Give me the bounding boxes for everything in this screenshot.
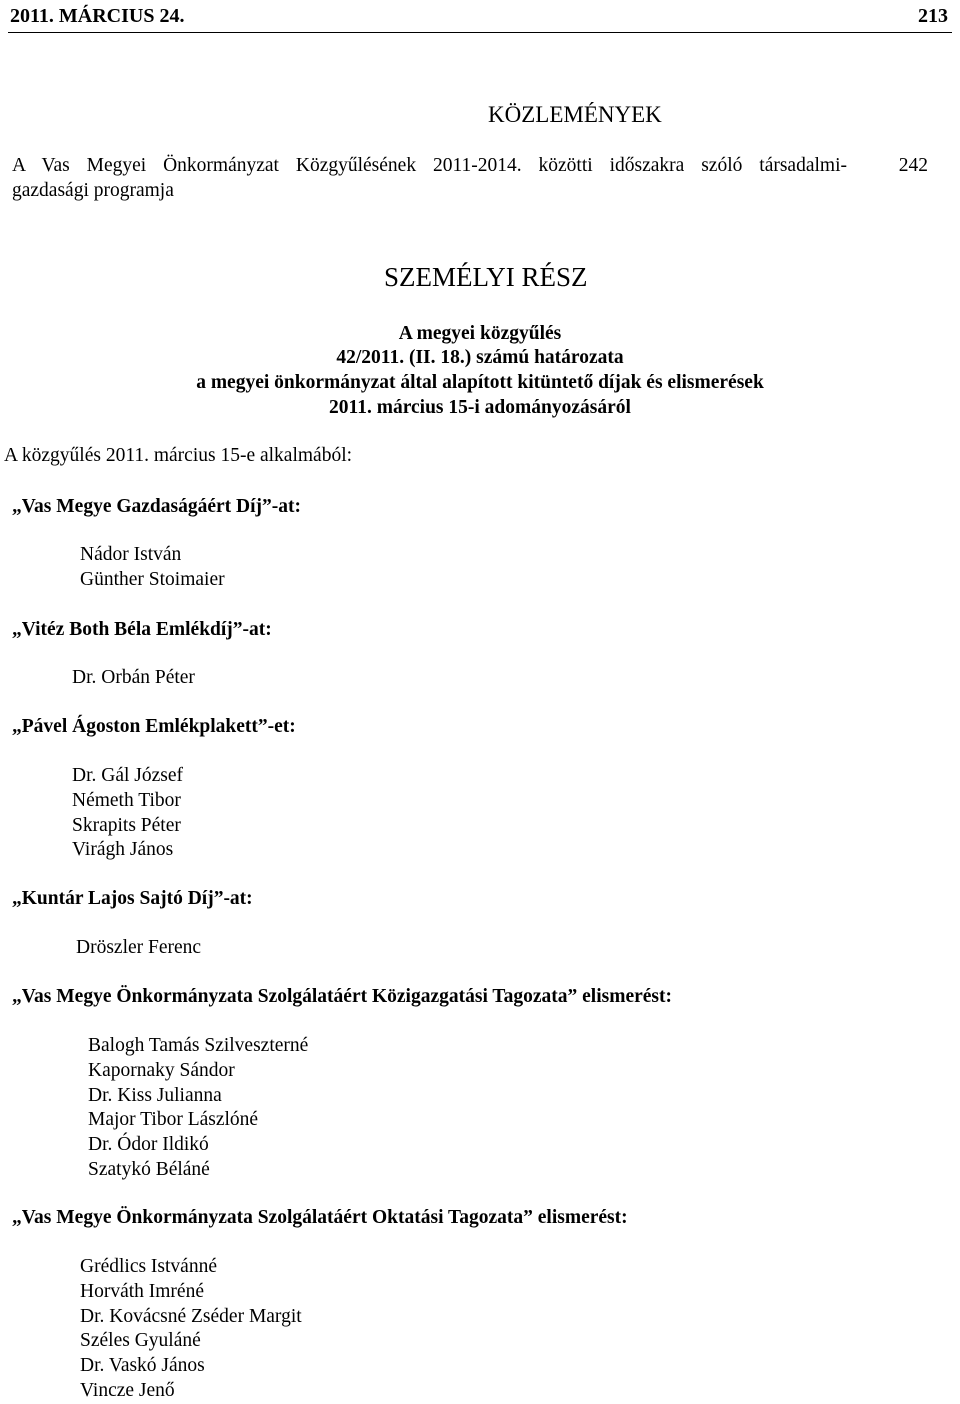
recipient: Nádor István (80, 544, 182, 565)
szemelyi-heading: SZEMÉLYI RÉSZ (384, 262, 588, 292)
resolution-line2: 42/2011. (II. 18.) számú határozata (336, 347, 624, 368)
award-title: „Vitéz Both Béla Emlékdíj”-at: (12, 619, 272, 640)
recipient: Günther Stoimaier (80, 568, 225, 590)
resolution-line3: a megyei önkormányzat által alapított kitüntető díjak és elismerések (196, 372, 764, 393)
award-title: „Pável Ágoston Emlékplakett”-et: (12, 716, 296, 737)
resolution-line4: 2011. március 15-i adományozásáról (329, 397, 631, 418)
recipient: Dr. Kiss Julianna (88, 1084, 222, 1106)
recipient: Skrapits Péter (72, 814, 181, 836)
kozlemenyek-item-line2: gazdasági programja (12, 180, 174, 201)
recipient: Széles Gyuláné (80, 1330, 201, 1352)
recipient: Vincze Jenő (80, 1379, 175, 1401)
recipient-list (80, 543, 225, 593)
page-number: 213 (918, 5, 948, 27)
recipient: Horváth Imréné (80, 1280, 204, 1302)
recipient: Szatykó Béláné (88, 1158, 210, 1180)
recipient: Dr. Vaskó János (80, 1355, 205, 1377)
recipient: Kapornaky Sándor (88, 1059, 235, 1081)
recipient-list (72, 764, 183, 863)
recipient-list (72, 666, 195, 691)
intro-text: A közgyűlés 2011. március 15-e alkalmából: (4, 445, 353, 466)
award-title: „Vas Megye Önkormányzata Szolgálatáért Közigazgatási Tagozata” elismerést: (12, 986, 673, 1007)
award-title: „Vas Megye Önkormányzata Szolgálatáért Oktatási Tagozata” elismerést: (12, 1207, 628, 1228)
header-divider (8, 32, 952, 33)
resolution-line1: A megyei közgyűlés (398, 323, 562, 344)
recipient-list (76, 936, 201, 961)
recipient-list (80, 1255, 302, 1404)
award-title: „Vas Megye Gazdaságáért Díj”-at: (12, 496, 302, 517)
award-title: „Kuntár Lajos Sajtó Díj”-at: (12, 888, 253, 909)
recipient: Dr. Gál József (72, 765, 184, 786)
recipient: Németh Tibor (72, 789, 181, 811)
header-date: 2011. MÁRCIUS 24. (10, 5, 185, 27)
recipient: Dröszler Ferenc (76, 937, 202, 958)
recipient: Virágh János (72, 839, 174, 861)
recipient: Balogh Tamás Szilveszterné (88, 1035, 309, 1056)
recipient: Dr. Kovácsné Zséder Margit (80, 1305, 302, 1327)
kozlemenyek-item-line1: A Vas Megyei Önkormányzat Közgyűlésének 2011-2014. közötti időszakra szóló társadalmi- (12, 155, 847, 176)
recipient: Dr. Ódor Ildikó (88, 1134, 209, 1156)
recipient: Major Tibor Lászlóné (88, 1109, 259, 1131)
kozlemenyek-item-page: 242 (898, 155, 928, 176)
recipient: Dr. Orbán Péter (72, 667, 195, 688)
recipient: Grédlics Istvánné (80, 1256, 217, 1277)
kozlemenyek-heading: KÖZLEMÉNYEK (488, 102, 662, 127)
recipient-list (88, 1034, 308, 1183)
